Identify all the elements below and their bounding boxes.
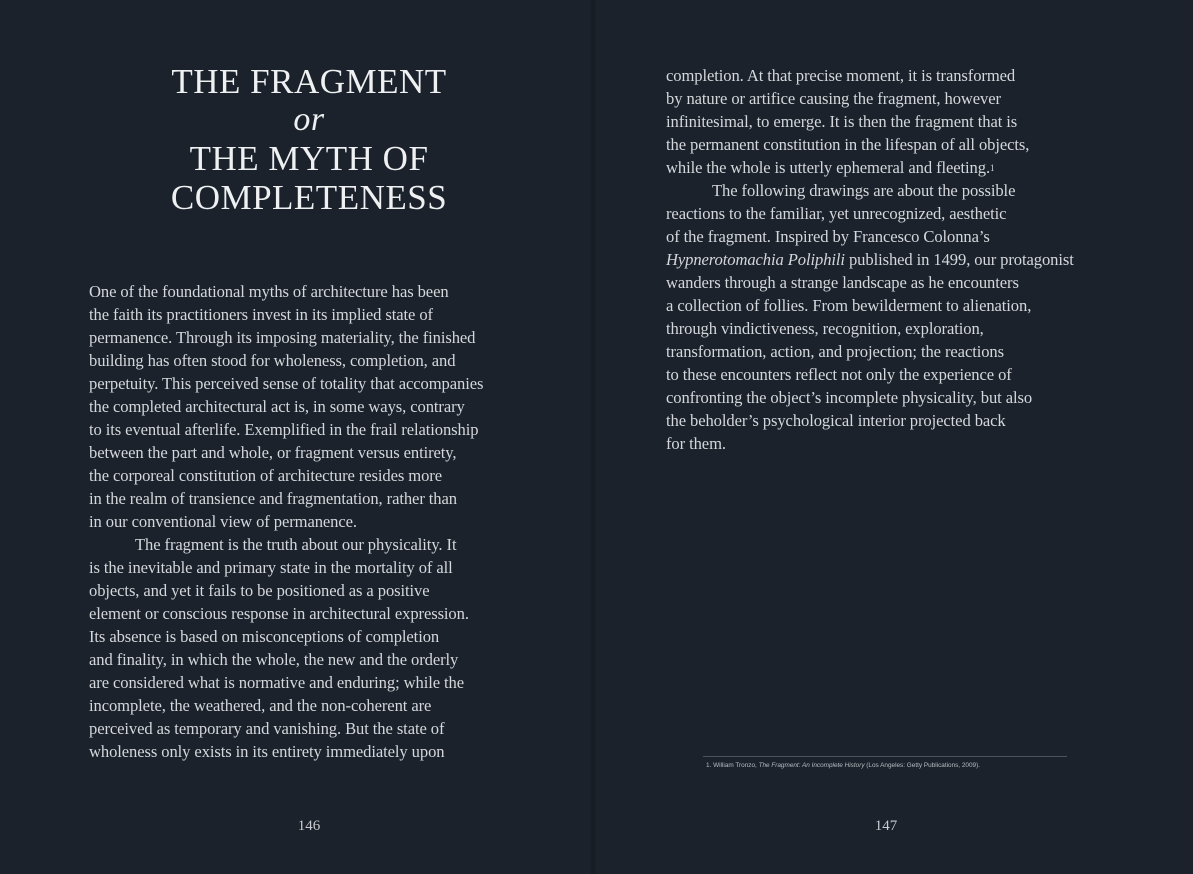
footnote-title: The Fragment: An Incomplete History — [758, 762, 865, 769]
text-line: between the part and whole, or fragment versus entirety, — [89, 443, 457, 462]
title-line-3: THE MYTH OF — [189, 139, 429, 178]
title-line-2: or — [293, 101, 325, 138]
text-line-with-footnote — [666, 156, 1074, 179]
left-paragraph-2 — [89, 533, 483, 763]
text-line: completion. At that precise moment, it is transformed — [666, 66, 1016, 85]
text-line: to its eventual afterlife. Exemplified in the frail relationship — [89, 420, 479, 439]
text-line: Its absence is based on misconceptions of completion — [89, 627, 440, 646]
text-line: in the realm of transience and fragmentation, rather than — [89, 489, 457, 508]
footnote-divider — [703, 756, 1067, 757]
text-line: building has often stood for wholeness, completion, and — [89, 351, 456, 370]
text-line: the beholder’s psychological interior projected back — [666, 411, 1006, 430]
text-line: wholeness only exists in its entirety immediately upon — [89, 742, 445, 761]
text-fragment: published in 1499, our protagonist — [844, 250, 1074, 269]
page-number-left: 146 — [297, 818, 321, 834]
right-paragraph-1 — [666, 64, 1074, 179]
title-line-1: THE FRAGMENT — [171, 62, 447, 101]
text-line: the faith its practitioners invest in its implied state of — [89, 305, 433, 324]
text-line: of the fragment. Inspired by Francesco Colonna’s — [666, 227, 990, 246]
text-line: the permanent constitution in the lifespan of all objects, — [666, 135, 1030, 154]
footnote — [706, 761, 980, 771]
text-line: by nature or artifice causing the fragment, however — [666, 89, 1001, 108]
text-line: permanence. Through its imposing materiality, the finished — [89, 328, 476, 347]
footnote-prefix: 1. William Tronzo, — [706, 762, 759, 769]
book-title-italic: Hypnerotomachia Poliphili — [666, 250, 845, 269]
text-line: confronting the object’s incomplete physicality, but also — [666, 388, 1033, 407]
page-number-right: 147 — [874, 818, 898, 834]
text-line: in our conventional view of permanence. — [89, 512, 357, 531]
page-gutter — [589, 0, 597, 874]
title-line-4: COMPLETENESS — [170, 178, 448, 217]
text-line-with-title — [666, 248, 1074, 271]
text-line: transformation, action, and projection; the reactions — [666, 342, 1004, 361]
text-line: reactions to the familiar, yet unrecognized, aesthetic — [666, 204, 1007, 223]
text-line: incomplete, the weathered, and the non-coherent are — [89, 696, 432, 715]
text-line: is the inevitable and primary state in the mortality of all — [89, 558, 453, 577]
text-line: objects, and yet it fails to be positioned as a positive — [89, 581, 430, 600]
right-page-body — [666, 64, 1074, 455]
text-line: element or conscious response in architectural expression. — [89, 604, 469, 623]
text-line: perceived as temporary and vanishing. But the state of — [89, 719, 445, 738]
text-line: The fragment is the truth about our physicality. It — [135, 535, 457, 554]
right-paragraph-2 — [666, 179, 1074, 455]
text-line: for them. — [666, 434, 726, 453]
left-paragraph-1 — [89, 280, 483, 533]
footnote-marker[interactable]: 1 — [990, 163, 995, 173]
text-line: through vindictiveness, recognition, exploration, — [666, 319, 984, 338]
left-page-body — [89, 280, 483, 763]
text-line: to these encounters reflect not only the experience of — [666, 365, 1012, 384]
text-line: The following drawings are about the possible — [712, 181, 1016, 200]
text-line: and finality, in which the whole, the new and the orderly — [89, 650, 459, 669]
text-line: wanders through a strange landscape as he encounters — [666, 273, 1019, 292]
text-line: the completed architectural act is, in some ways, contrary — [89, 397, 465, 416]
chapter-title — [89, 62, 529, 217]
text-line: a collection of follies. From bewilderment to alienation, — [666, 296, 1032, 315]
text-line: perpetuity. This perceived sense of totality that accompanies — [89, 374, 484, 393]
text-fragment: while the whole is utterly ephemeral and fleeting. — [666, 158, 990, 177]
text-line: the corporeal constitution of architecture resides more — [89, 466, 442, 485]
text-line: One of the foundational myths of architecture has been — [89, 282, 449, 301]
text-line: are considered what is normative and enduring; while the — [89, 673, 465, 692]
text-line: infinitesimal, to emerge. It is then the fragment that is — [666, 112, 1018, 131]
footnote-suffix: (Los Angeles: Getty Publications, 2009). — [864, 762, 980, 769]
